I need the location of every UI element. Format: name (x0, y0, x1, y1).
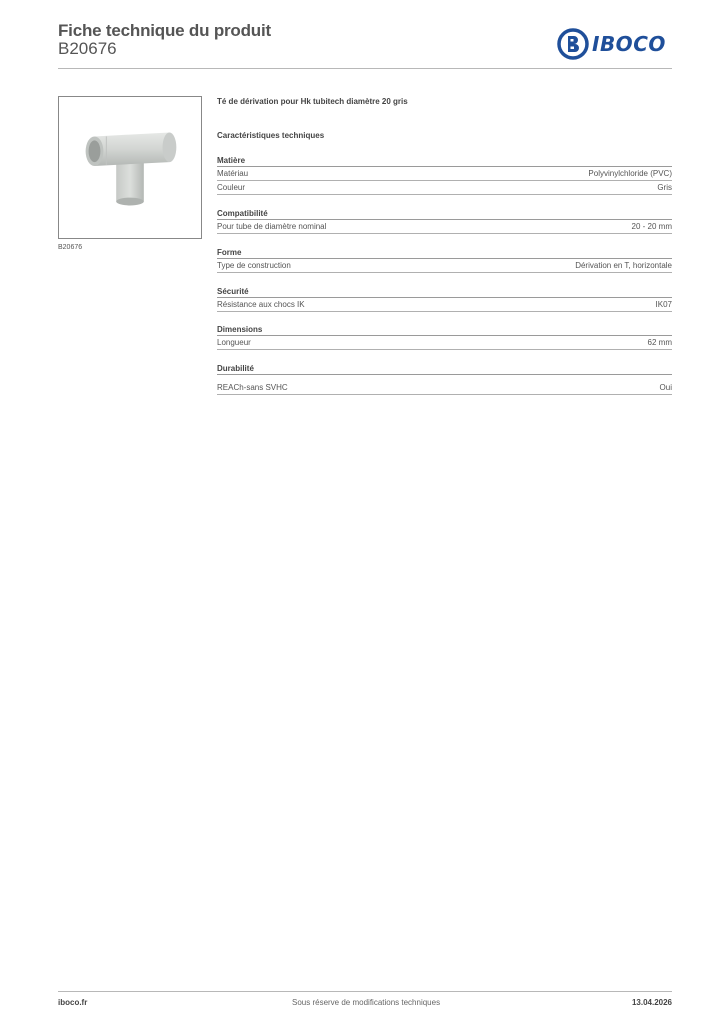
spec-row (217, 336, 672, 350)
spec-value: IK07 (655, 300, 672, 309)
section-title: Matière (217, 155, 672, 167)
section-title: Forme (217, 247, 672, 259)
footer-website: iboco.fr (58, 998, 88, 1007)
spec-row (217, 259, 672, 273)
spec-value: 62 mm (647, 338, 672, 347)
section-title: Sécurité (217, 286, 672, 298)
spec-section-compatibility (217, 208, 672, 234)
spec-label: Longueur (217, 338, 251, 347)
spec-row (217, 167, 672, 181)
spec-section-shape (217, 247, 672, 273)
image-caption: B20676 (58, 244, 83, 251)
spec-row (217, 375, 672, 395)
spec-label: Pour tube de diamètre nominal (217, 222, 327, 231)
spec-value: 20 - 20 mm (631, 222, 672, 231)
spec-row (217, 181, 672, 195)
spec-section-safety (217, 286, 672, 312)
spec-label: Matériau (217, 169, 249, 178)
spec-section-material (217, 155, 672, 195)
spec-value: Gris (657, 183, 672, 192)
footer-date: 13.04.2026 (631, 998, 672, 1007)
technical-heading: Caractéristiques techniques (217, 131, 325, 140)
spec-label: Résistance aux chocs IK (217, 300, 305, 309)
page-title: Fiche technique du produit (58, 21, 271, 40)
spec-label: Type de construction (217, 261, 291, 270)
section-title: Durabilité (217, 363, 672, 375)
spec-row (217, 220, 672, 234)
spec-label: Couleur (217, 183, 246, 192)
spec-value: Dérivation en T, horizontale (575, 261, 672, 270)
product-name: Té de dérivation pour Hk tubitech diamètre 20 gris (217, 97, 408, 106)
spec-section-dimensions (217, 324, 672, 350)
section-title: Dimensions (217, 324, 672, 336)
footer-divider (58, 991, 672, 992)
spec-value: Polyvinylchloride (PVC) (588, 169, 672, 178)
product-image (58, 96, 202, 239)
brand-logo (557, 28, 675, 60)
spec-value: Oui (659, 383, 672, 392)
header-divider (58, 68, 672, 69)
pvc-tee-fitting-icon (59, 97, 201, 238)
iboco-logo-icon (557, 28, 589, 60)
article-number: B20676 (58, 39, 117, 58)
spec-section-sustainability (217, 363, 672, 395)
spec-label: REACh-sans SVHC (217, 383, 288, 392)
footer-notice: Sous réserve de modifications techniques (292, 998, 441, 1007)
logo-text: IBOCO (592, 32, 666, 56)
section-title: Compatibilité (217, 208, 672, 220)
spec-row (217, 298, 672, 312)
